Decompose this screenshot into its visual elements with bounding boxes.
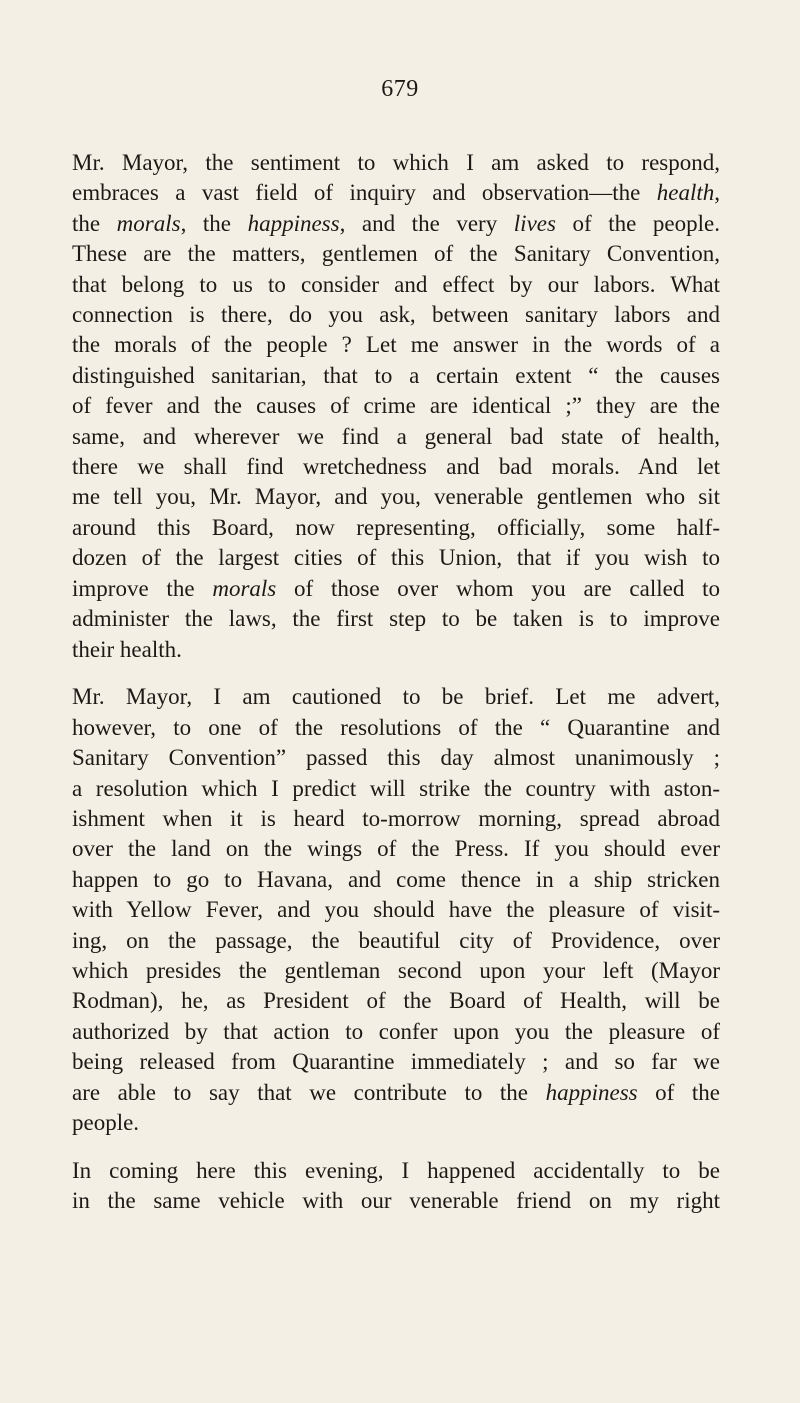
text-run: around this Board, now representing, officially, some half- <box>72 514 720 540</box>
text-line <box>72 148 720 178</box>
text-line <box>72 543 720 573</box>
text-line <box>72 422 720 452</box>
text-run: , and the very <box>339 210 514 236</box>
italic-run: happiness <box>545 1079 638 1105</box>
text-line <box>72 1186 720 1216</box>
text-run: being released from Quarantine immediately ; and so far we <box>72 1049 720 1075</box>
text-run: in the same vehicle with our venerable friend on my right <box>72 1188 720 1214</box>
paragraph <box>72 148 720 665</box>
text-line <box>72 743 720 773</box>
text-run: that belong to us to consider and effect by our labors. What <box>72 271 720 297</box>
text-line <box>72 986 720 1016</box>
text-run: with Yellow Fever, and you should have the pleasure of visit- <box>72 897 720 923</box>
text-line <box>72 774 720 804</box>
text-run: , <box>714 180 720 206</box>
text-line <box>72 926 720 956</box>
text-line <box>72 895 720 925</box>
text-run: Rodman), he, as President of the Board of Health, will be <box>72 988 720 1014</box>
text-line <box>72 391 720 421</box>
text-line <box>72 482 720 512</box>
text-run: happen to go to Havana, and come thence in a ship stricken <box>72 866 720 892</box>
text-run: which presides the gentleman second upon your left (Mayor <box>72 958 720 984</box>
text-line <box>72 1047 720 1077</box>
text-run: Mr. Mayor, the sentiment to which I am asked to respond, <box>72 150 720 175</box>
text-line <box>72 713 720 743</box>
text-run: same, and wherever we find a general bad state of health, <box>72 423 720 449</box>
text-run: are able to say that we contribute to the <box>72 1079 546 1105</box>
text-run: of those over whom you are called to <box>276 575 720 601</box>
text-run: their health. <box>72 636 182 662</box>
text-run: connection is there, do you ask, between sanitary labors and <box>72 302 720 328</box>
text-run: ishment when it is heard to-morrow morning, spread abroad <box>72 806 720 832</box>
text-run: dozen of the largest cities of this Union, that if you wish to <box>72 545 720 571</box>
text-line <box>72 804 720 834</box>
text-run: me tell you, Mr. Mayor, and you, venerable gentlemen who sit <box>72 484 720 510</box>
text-run: distinguished sanitarian, that to a certain extent “ the causes <box>72 362 720 388</box>
italic-run: morals <box>116 210 181 236</box>
text-line <box>72 635 720 665</box>
text-line <box>72 209 720 239</box>
text-line <box>72 1078 720 1108</box>
page-number: 679 <box>381 76 419 102</box>
body-text <box>72 148 720 1217</box>
text-line <box>72 574 720 604</box>
text-line <box>72 834 720 864</box>
text-run: embraces a vast field of inquiry and observation—the <box>72 180 657 206</box>
text-run: however, to one of the resolutions of the “ Quarantine and <box>72 714 720 740</box>
text-run: Sanitary Convention” passed this day almost unanimously ; <box>72 745 720 771</box>
text-run: administer the laws, the first step to be taken is to improve <box>72 606 720 632</box>
italic-run: morals <box>212 575 277 601</box>
italic-run: lives <box>513 210 556 236</box>
text-line <box>72 956 720 986</box>
text-run: These are the matters, gentlemen of the Sanitary Convention, <box>72 241 720 267</box>
text-line <box>72 604 720 634</box>
text-run: the <box>72 210 117 236</box>
text-line <box>72 682 720 712</box>
text-run: In coming here this evening, I happened accidentally to be <box>72 1158 720 1183</box>
italic-run: happiness <box>247 210 340 236</box>
text-line <box>72 1017 720 1047</box>
text-run: over the land on the wings of the Press. If you should ever <box>72 836 720 862</box>
text-line <box>72 1108 720 1138</box>
text-run: ing, on the passage, the beautiful city of Providence, over <box>72 927 720 953</box>
text-run: people. <box>72 1110 140 1136</box>
text-run: of the people. <box>555 210 720 236</box>
text-line <box>72 330 720 360</box>
text-run: authorized by that action to confer upon you the pleasure of <box>72 1018 720 1044</box>
text-run: of fever and the causes of crime are identical ;” they are the <box>72 393 720 419</box>
text-run: the morals of the people ? Let me answer in the words of a <box>72 332 720 358</box>
text-line <box>72 865 720 895</box>
text-run: a resolution which I predict will strike the country with aston- <box>72 775 720 801</box>
italic-run: health <box>656 180 715 206</box>
text-run: Mr. Mayor, I am cautioned to be brief. Let me advert, <box>72 684 720 710</box>
text-line <box>72 239 720 269</box>
text-run: improve the <box>72 575 213 601</box>
text-line <box>72 178 720 208</box>
text-line <box>72 300 720 330</box>
text-run: , the <box>180 210 248 236</box>
text-run: of the <box>637 1079 720 1105</box>
text-line <box>72 1156 720 1186</box>
text-line <box>72 361 720 391</box>
paragraph <box>72 682 720 1138</box>
paragraph <box>72 1156 720 1217</box>
text-run: there we shall find wretchedness and bad morals. And let <box>72 454 720 480</box>
text-line <box>72 513 720 543</box>
text-line <box>72 270 720 300</box>
text-line <box>72 452 720 482</box>
